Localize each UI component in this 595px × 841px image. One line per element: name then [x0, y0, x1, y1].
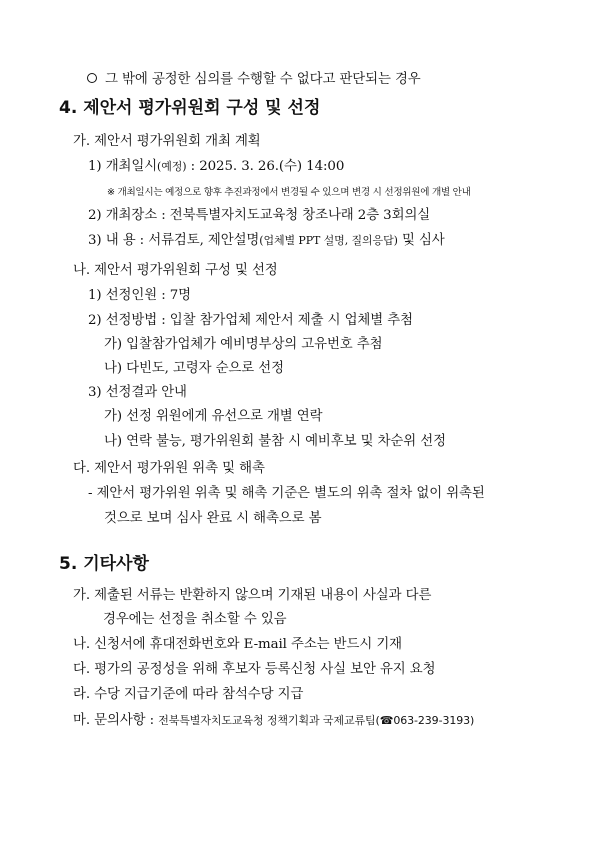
section-4-ga-note: ※ 개최일시는 예정으로 향후 추진과정에서 변경될 수 있으며 변경 시 선정위원에 개별 안내 [107, 187, 471, 198]
circle-bullet-icon [87, 73, 97, 83]
section-4-ga-title: 가. 제안서 평가위원회 개최 계획 [73, 134, 261, 149]
section-4-da-line1: - 제안서 평가위원 위촉 및 해촉 기준은 별도의 위촉 절차 없이 위촉된 [88, 486, 485, 501]
section-4-na-item3: 3) 선정결과 안내 [88, 385, 187, 400]
section-5-heading: 5. 기타사항 [59, 554, 149, 574]
section-4-na-item2-sub2: 나) 다빈도, 고령자 순으로 선정 [104, 361, 284, 376]
section-5-ga-line1: 가. 제출된 서류는 반환하지 않으며 기재된 내용이 사실과 다른 [73, 588, 432, 603]
section-4-ga-item2: 2) 개최장소 : 전북특별자치도교육청 창조나래 2층 3회의실 [88, 208, 431, 223]
section-4-na-item1: 1) 선정인원 : 7명 [88, 288, 192, 303]
section-5-ga-line2: 경우에는 선정을 취소할 수 있음 [103, 612, 287, 627]
section-4-heading: 4. 제안서 평가위원회 구성 및 선정 [59, 98, 321, 118]
section-5-ma: 마. 문의사항 : 전북특별자치도교육청 정책기획과 국제교류팀(☎063-239-3193) [73, 713, 475, 728]
section-4-na-item3-sub2: 나) 연락 불능, 평가위원회 불참 시 예비후보 및 차순위 선정 [104, 434, 446, 449]
section-4-na-item2: 2) 선정방법 : 입찰 참가업체 제안서 제출 시 업체별 추첨 [88, 313, 413, 328]
section-4-ga-item1: 1) 개최일시(예정) : 2025. 3. 26.(수) 14:00 [88, 159, 345, 174]
top-item [87, 71, 421, 89]
section-4-na-item3-sub1: 가) 선정 위원에게 유선으로 개별 연락 [104, 409, 323, 424]
section-4-da-line2: 것으로 보며 심사 완료 시 해촉으로 봄 [104, 511, 322, 526]
section-4-na-item2-sub1: 가) 입찰참가업체가 예비명부상의 고유번호 추첨 [104, 337, 383, 352]
contact-info: 전북특별자치도교육청 정책기획과 국제교류팀(☎063-239-3193) [158, 714, 475, 727]
section-5-na: 나. 신청서에 휴대전화번호와 E-mail 주소는 반드시 기재 [73, 637, 402, 652]
section-4-na-title: 나. 제안서 평가위원회 구성 및 선정 [73, 263, 278, 278]
section-5-da: 다. 평가의 공정성을 위해 후보자 등록신청 사실 보안 유지 요청 [73, 662, 436, 677]
section-4-ga-item3: 3) 내 용 : 서류검토, 제안설명(업체별 PPT 설명, 질의응답) 및 심사 [88, 233, 445, 248]
section-4-da-title: 다. 제안서 평가위원 위촉 및 해촉 [73, 461, 265, 476]
section-5-ra: 라. 수당 지급기준에 따라 참석수당 지급 [73, 687, 304, 702]
top-item-text: 그 밖에 공정한 심의를 수행할 수 없다고 판단되는 경우 [105, 72, 421, 87]
